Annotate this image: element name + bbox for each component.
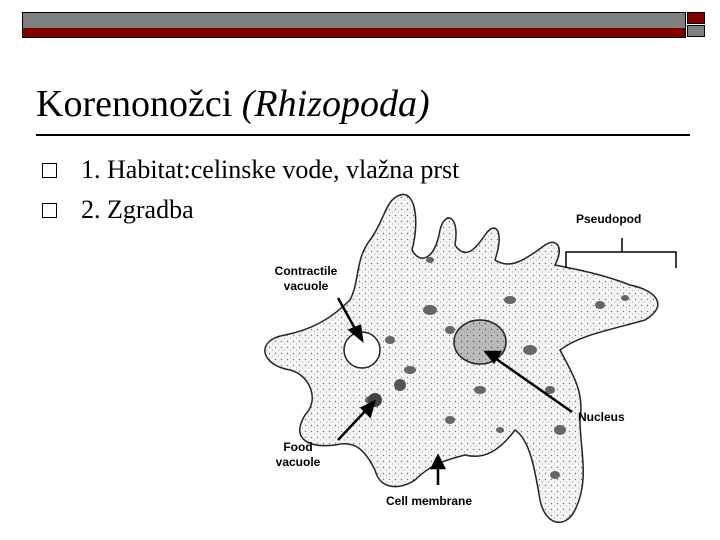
food-label-line1: Food	[283, 440, 313, 454]
amoeba-figure	[250, 190, 700, 530]
amoeba-illustration	[250, 190, 700, 530]
title-rule	[36, 134, 690, 136]
header-border	[22, 12, 686, 38]
cell-membrane-label: Cell membrane	[386, 494, 473, 508]
slide-title-italic: (Rhizopoda)	[241, 83, 430, 125]
bullet-square-icon	[42, 203, 57, 218]
contractile-label-line1: Contractile	[274, 264, 338, 278]
corner-box-gray	[687, 25, 705, 37]
nucleus-label: Nucleus	[578, 410, 625, 424]
slide-title-main: Korenonožci	[36, 83, 242, 125]
slide-title	[36, 82, 430, 126]
food-vacuole-label	[268, 440, 328, 470]
pseudopod-label: Pseudopod	[576, 212, 642, 226]
bullet-text: 1. Habitat:celinske vode, vlažna prst	[81, 155, 460, 184]
pseudopod-bracket	[566, 252, 676, 268]
bullet-text: 2. Zgradba	[81, 195, 194, 224]
bullet-square-icon	[42, 163, 57, 178]
contractile-vacuole-label	[258, 264, 354, 294]
corner-box-maroon	[687, 12, 705, 24]
contractile-label-line2: vacuole	[283, 279, 329, 293]
bullet-item	[42, 150, 459, 190]
food-label-line2: vacuole	[275, 455, 321, 469]
